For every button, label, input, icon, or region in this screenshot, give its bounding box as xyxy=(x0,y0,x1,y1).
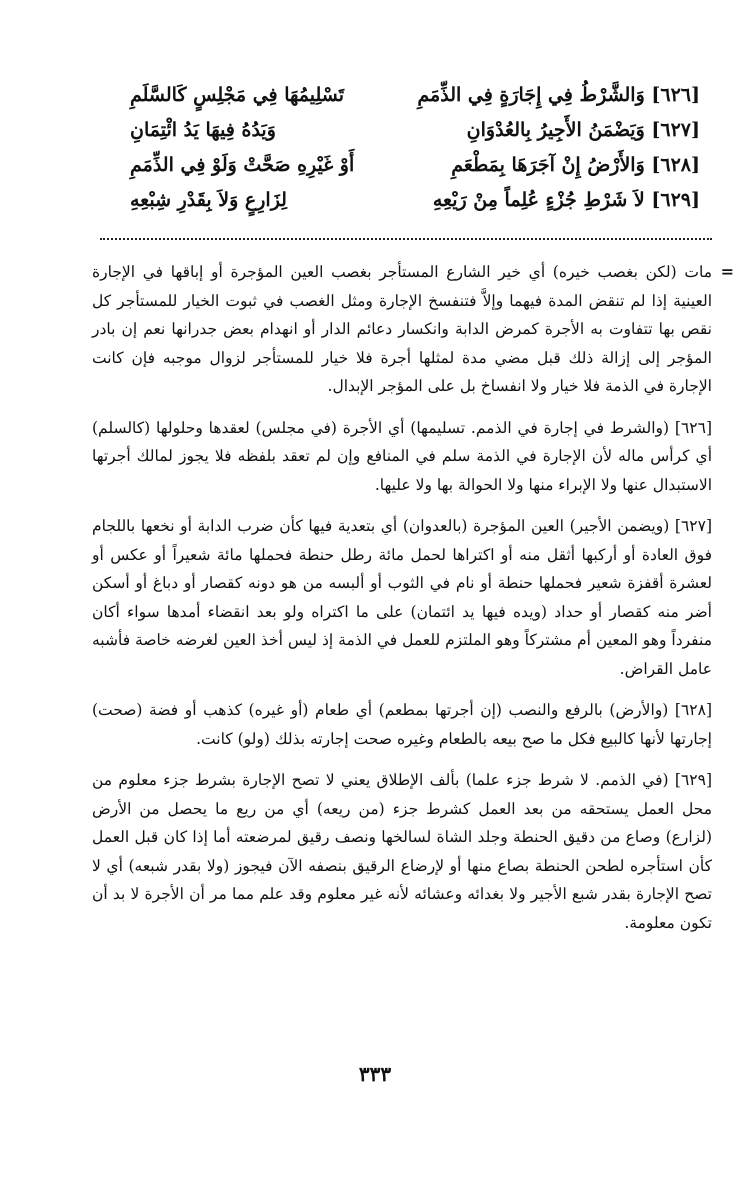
verse-row xyxy=(130,78,700,113)
verse-row xyxy=(130,113,700,148)
commentary-block xyxy=(92,258,734,950)
verse-second-hemistich: لِزَارِعٍ وَلاَ بِقَدْرِ شِبْعِهِ xyxy=(130,189,287,211)
page-number: ٣٣٣ xyxy=(358,1062,392,1086)
commentary-paragraph-text: مات (لكن بغصب خيره) أي خير الشارع المستأجر بغصب العين المؤجرة أو إباقها في الإجارة العينية إذا لم تنقض المدة فيهما وإلاَّ فتنفسخ الإجارة ومثل الغصب في ثبوت الخيار للمستأجر كل نقص بها تتفاوت به الأجرة كمرض الدابة وانكسار دعائم الدار أو انهدام بعض جدرانها نعم إن بادر المؤجر إلى إزالة ذلك قبل مضي مدة لمثلها أجرة فلا خيار للمستأجر لزوال موجبه فإن كانت الإجارة في الذمة فلا خيار ولا انفساخ بل على المؤجر الإبدال. xyxy=(92,263,712,395)
verse-second-hemistich: وَيَدُهُ فِيهَا يَدُ ائْتِمَانِ xyxy=(130,119,276,141)
verse-first-hemistich: [٦٢٨] وَالأَرْضُ إِنْ آجَرَهَا بِمَطْعَمِ xyxy=(451,154,700,176)
verse-row xyxy=(130,183,700,218)
section-divider xyxy=(100,238,712,240)
verse-first-hemistich: [٦٢٩] لاَ شَرْطِ جُزْءٍ عُلِماً مِنْ رَيْعِهِ xyxy=(432,189,700,211)
commentary-paragraph: [٦٢٨] (والأرض) بالرفع والنصب (إن أجرتها بمطعم) أي طعام (أو غيره) كذهب أو فضة (صحت) إجارتها لأنها كالبيع فكل ما صح بيعه بالطعام وغيره صحت إجارته بذلك (ولو) كانت. xyxy=(92,701,712,748)
commentary-paragraph xyxy=(92,258,734,401)
verse-second-hemistich: تَسْلِيمُهَا فِي مَجْلِسٍ كَالسَّلَمِ xyxy=(130,84,345,106)
commentary-paragraph: [٦٢٦] (والشرط في إجارة في الذمم. تسليمها) أي الأجرة (في مجلس) لعقدها وحلولها (كالسلم) أي كرأس ماله لأن الإجارة في الذمة سلم في المنافع وإن لم تعقد بلفظه فلا يجوز لمالك أجرتها الاستبدال عنها ولا الإبراء منها ولا الحوالة بها ولا عليها. xyxy=(92,418,712,494)
verse-second-hemistich: أَوْ غَيْرِهِ صَحَّتْ وَلَوْ فِي الذِّمَمِ xyxy=(130,154,355,176)
verse-first-hemistich: [٦٢٧] وَيَضْمَنُ الأَجِيرُ بِالعُدْوَانِ xyxy=(466,119,700,141)
continuation-mark: = xyxy=(720,262,734,281)
commentary-paragraph: [٦٢٧] (ويضمن الأجير) العين المؤجرة (بالعدوان) أي بتعدية فيها كأن ضرب الدابة أو نخعها باللجام فوق العادة أو أركبها أثقل منه أو اكتراها لحمل مائة رطل حنطة فحملها مائة شعيراً أو عكس أو لعشرة أقفزة شعير فحملها حنطة أو نام في الثوب أو ألبسه من هو دونه كقصار أو دباغ أو أسكن أضر منه كقصار أو حداد (ويده فيها يد ائتمان) على ما اكتراه ولو بعد انقضاء أمدها سواء أكان منفرداً وهو المعين أم مشتركاً وهو الملتزم للعمل في الذمة إذ ليس أخذ العين لغرضه خاصة فأشبه عامل القراض. xyxy=(92,517,712,678)
verse-row xyxy=(130,148,700,183)
commentary-paragraph: [٦٢٩] (في الذمم. لا شرط جزء علما) بألف الإطلاق يعني لا تصح الإجارة بشرط جزء معلوم من محل العمل يستحقه من بعد العمل كشرط جزء (من ريعه) أي من ريع ما يحصل من الأرض (لزارع) وصاع من دقيق الحنطة وجلد الشاة لسالخها ونصف رقيق لمرضعته أما إذا كان قبل العمل كأن استأجره لطحن الحنطة بصاع منها أو لإرضاع الرقيق بنصفه الآن فيجوز (ولا بقدر شبعه) أي لا تصح الإجارة بقدر شبع الأجير ولا بغدائه وعشائه لأنه غير معلوم وقد علم مما مر أن الأجرة لا بد أن تكون معلومة. xyxy=(92,771,712,932)
verse-first-hemistich: [٦٢٦] وَالشَّرْطُ فِي إِجَارَةٍ فِي الذِّمَمِ xyxy=(417,84,700,106)
verse-block xyxy=(130,78,700,218)
